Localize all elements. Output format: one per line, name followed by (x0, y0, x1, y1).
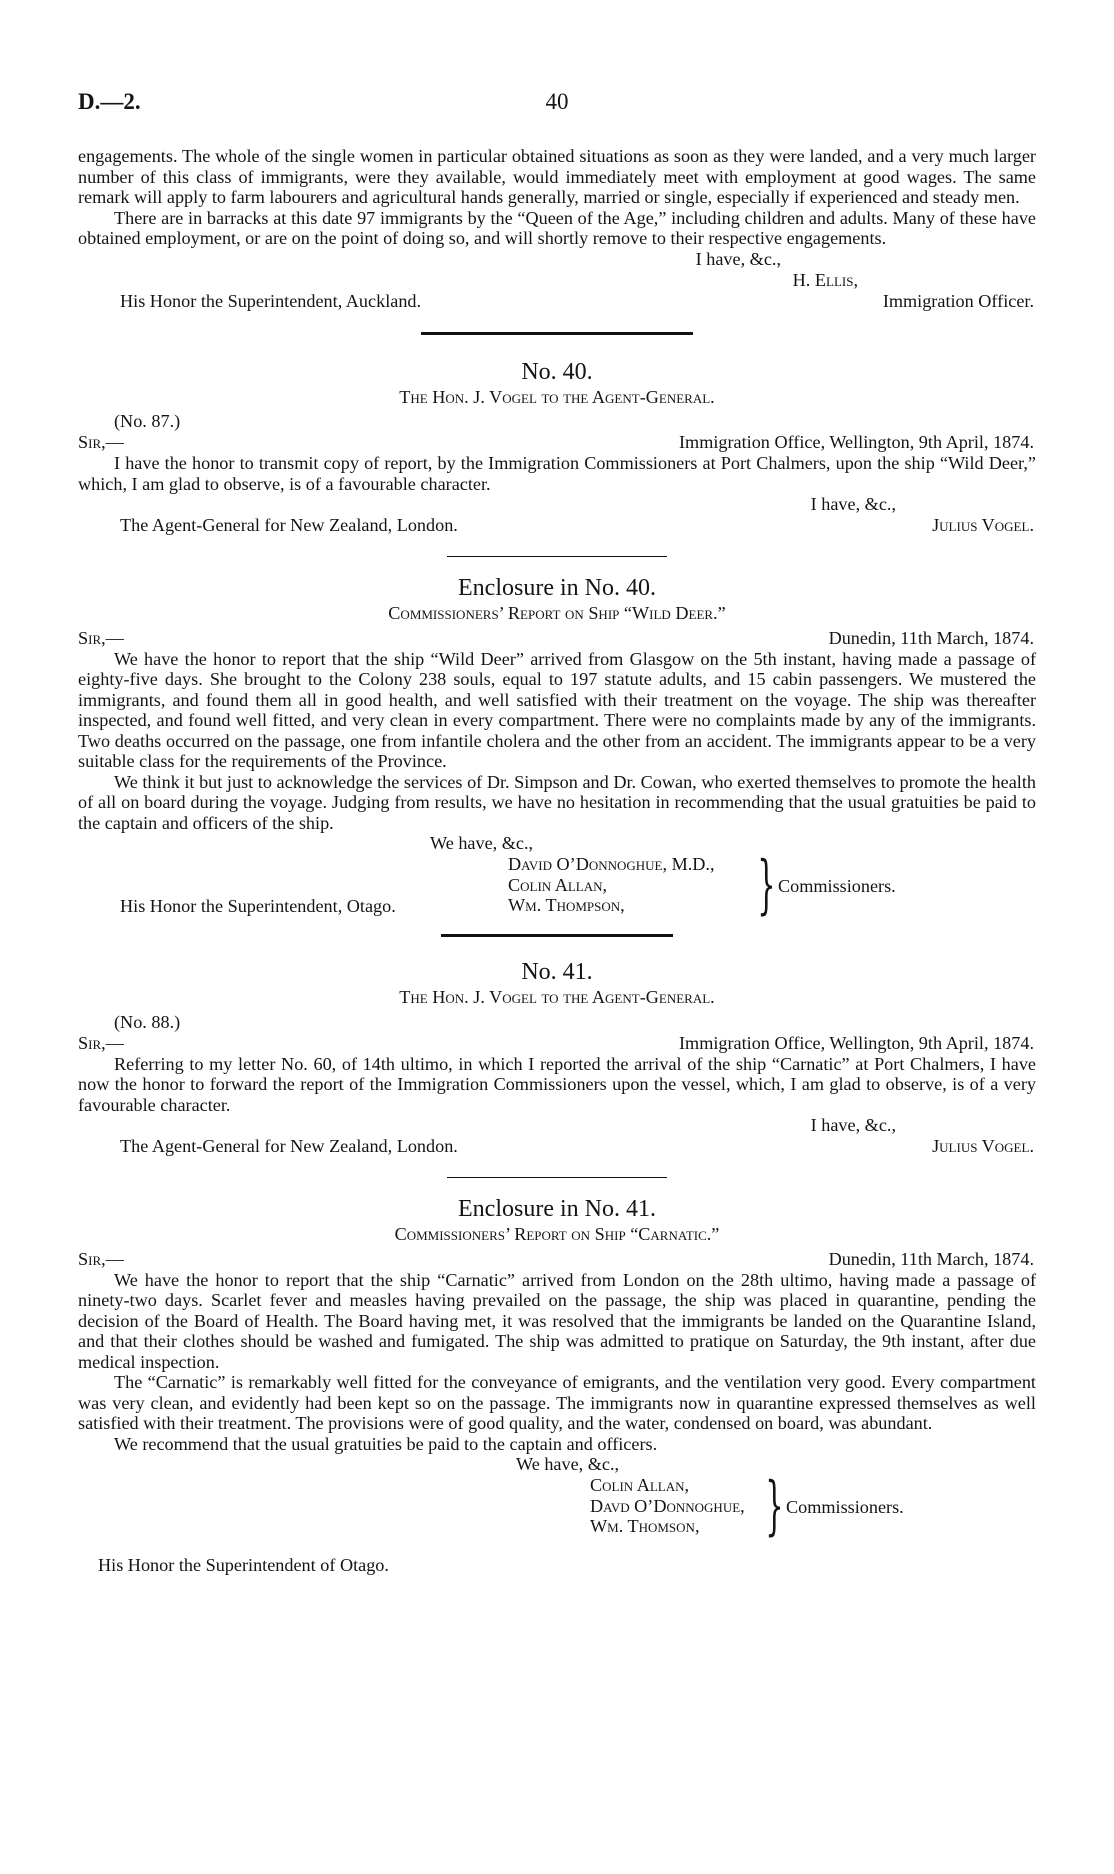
letter40-ref-row (78, 411, 1036, 432)
letter41-salutation: Sir,— (78, 1032, 124, 1053)
enclosure40-address: His Honor the Superintendent, Otago. (120, 896, 396, 916)
enclosure40-salutation-row (78, 628, 1036, 649)
enclosure40-salutation: Sir,— (78, 627, 124, 648)
intro-signatory: H. Ellis, (792, 269, 858, 290)
letter40-heading: No. 40. (521, 358, 593, 385)
signatory-name: Wm. Thomson, (590, 1516, 700, 1536)
letter41-ref-row (78, 1012, 1036, 1033)
enclosure40-subheading: Commissioners’ Report on Ship “Wild Deer.” (388, 603, 726, 623)
letter40-closing-row (78, 494, 1036, 515)
enclosure41-salutation: Sir,— (78, 1248, 124, 1269)
enclosure40-role: Commissioners. (778, 876, 896, 896)
intro-title: Immigration Officer. (882, 290, 1034, 311)
letter40-subheading: The Hon. J. Vogel to the Agent-General. (399, 386, 715, 407)
letter41-address: The Agent-General for New Zealand, London. (120, 1136, 458, 1156)
brace-icon: } (757, 848, 776, 922)
enclosure41-salutation-row (78, 1249, 1036, 1270)
enclosure41-paragraph-3: We recommend that the usual gratuities be paid to the captain and officers. (114, 1433, 658, 1454)
enclosure41-address: His Honor the Superintendent of Otago. (98, 1555, 389, 1575)
letter40-salutation: Sir,— (78, 432, 124, 452)
letter41-salutation-row (78, 1033, 1036, 1054)
section-divider (441, 934, 673, 937)
letter40-place-date: Immigration Office, Wellington, 9th April, 1874. (678, 432, 1034, 452)
enclosure41-signatories (590, 1475, 745, 1537)
signatory-name: David O’Donnoghue, M.D., (508, 854, 715, 874)
brace-icon: } (765, 1469, 784, 1543)
letter40-address-row (78, 515, 1036, 536)
signatory-name: Davd O’Donnoghue, (590, 1495, 745, 1516)
letter41-ref: (No. 88.) (114, 1011, 181, 1032)
letter40-body: I have the honor to transmit copy of report, by the Immigration Commissioners at Port Chalmers, upon the ship “Wild Deer,” which, I am glad to observe, is of a favourable character. (78, 453, 1036, 494)
letter41-closing-row (78, 1115, 1036, 1136)
letter40-salutation-row (78, 432, 1036, 453)
letter41-body: Referring to my letter No. 60, of 14th ultimo, in which I reported the arrival of the ship “Carnatic” at Port Chalmers, I have now the honor to forward the report of the Immigration Commissioners upon the vessel, which, I am glad to observe, is of a very favourable character. (78, 1053, 1036, 1115)
document-code: D.—2. (78, 89, 141, 114)
enclosure41-paragraph-1: We have the honor to report that the ship “Carnatic” arrived from London on the 28th ultimo, having made a passage of ninety-two days. Scarlet fever and measles having prevailed on the passage, the ship was placed in quarantine, pending the decision of the Board of Health. The Board having met, it was resolved that the immigrants be landed on the Quarantine Island, and that their clothes should be washed and fumigated. The ship was admitted to pratique on Saturday, the 9th instant, after due medical inspection. (78, 1269, 1036, 1372)
enclosure40-closing-row (78, 833, 1036, 854)
page-body (78, 146, 1036, 1576)
enclosure40-closing: We have, &c., (430, 833, 534, 853)
section-divider (421, 332, 693, 335)
page-number: 40 (545, 89, 569, 114)
letter40-address: The Agent-General for New Zealand, London. (120, 515, 458, 535)
enclosure41-closing: We have, &c., (516, 1454, 620, 1474)
signatory-name: Wm. Thompson, (508, 895, 625, 915)
enclosure41-closing-row (78, 1454, 1036, 1475)
letter41-address-row (78, 1136, 1036, 1157)
enclosure41-paragraph-2: The “Carnatic” is remarkably well fitted for the conveyance of emigrants, and the ventilation very good. Every compartment was very clean, and evidently had been kept so on the passage. The immigrants now in quarantine expressed themselves as well satisfied with their treatment. The provisions were of good quality, and the water, condensed on board, was abundant. (78, 1372, 1036, 1433)
section-divider-thin (447, 556, 667, 557)
signatory-name: Colin Allan, (508, 874, 608, 895)
enclosure40-place-date: Dunedin, 11th March, 1874. (828, 627, 1034, 648)
enclosure40-signature-block (78, 848, 1036, 922)
enclosure41-subheading: Commissioners’ Report on Ship “Carnatic.” (394, 1224, 720, 1244)
enclosure40-paragraph-2: We think it but just to acknowledge the services of Dr. Simpson and Dr. Cowan, who exerted themselves to promote the health of all on board during the voyage. Judging from results, we have no hesitation in recommending that the usual gratuities be paid to the captain and officers of the ship. (78, 771, 1036, 833)
enclosure40-paragraph-1: We have the honor to report that the ship “Wild Deer” arrived from Glasgow on the 5th instant, having made a passage of eighty-five days. She brought to the Colony 238 souls, equal to 197 statute adults, and 15 cabin passengers. We mustered the immigrants, and found them all in good health, and well satisfied with their treatment on the voyage. The ship was thereafter inspected, and found well fitted, and very clean in every compartment. There were no complaints made by any of the immigrants. Two deaths occurred on the passage, one from infantile cholera and the other from an accident. The immigrants appear to be a very suitable class for the requirements of the Province. (78, 648, 1036, 771)
intro-signatory-row (78, 270, 1036, 291)
enclosure40-heading: Enclosure in No. 40. (458, 575, 656, 601)
enclosure41-place-date: Dunedin, 11th March, 1874. (828, 1248, 1034, 1269)
section-divider-thin (447, 1177, 667, 1178)
letter41-subheading: The Hon. J. Vogel to the Agent-General. (399, 987, 715, 1007)
intro-paragraph-1: engagements. The whole of the single women in particular obtained situations as soon as they were landed, and a very much larger number of this class of immigrants, were they available, would immediately meet with employment at good wages. The same remark will apply to farm labourers and agricultural hands generally, married or single, especially if experienced and steady men. (78, 146, 1036, 207)
intro-closing-row (78, 249, 1036, 270)
intro-closing: I have, &c., (695, 248, 781, 269)
letter40-closing: I have, &c., (810, 494, 896, 514)
intro-address-row (78, 291, 1036, 312)
letter40-ref: (No. 87.) (114, 411, 181, 431)
signatory-name: Colin Allan, (590, 1475, 690, 1495)
letter41-heading: No. 41. (521, 959, 593, 985)
letter40-signatory: Julius Vogel. (932, 515, 1034, 535)
letter41-place-date: Immigration Office, Wellington, 9th April, 1874. (678, 1032, 1034, 1053)
enclosure41-signature-block (78, 1469, 1036, 1543)
enclosure41-heading: Enclosure in No. 41. (458, 1196, 656, 1222)
page-header (78, 89, 1036, 122)
enclosure41-role: Commissioners. (786, 1497, 904, 1517)
enclosure41-address-row (78, 1555, 1036, 1576)
letter41-signatory: Julius Vogel. (932, 1136, 1034, 1156)
intro-address: His Honor the Superintendent, Auckland. (120, 290, 422, 311)
letter41-closing: I have, &c., (810, 1115, 896, 1135)
intro-paragraph-2: There are in barracks at this date 97 immigrants by the “Queen of the Age,” including children and adults. Many of these have obtained employment, or are on the point of doing so, and will shortly remove to their respective engagements. (78, 207, 1036, 248)
enclosure40-signatories (508, 854, 715, 916)
